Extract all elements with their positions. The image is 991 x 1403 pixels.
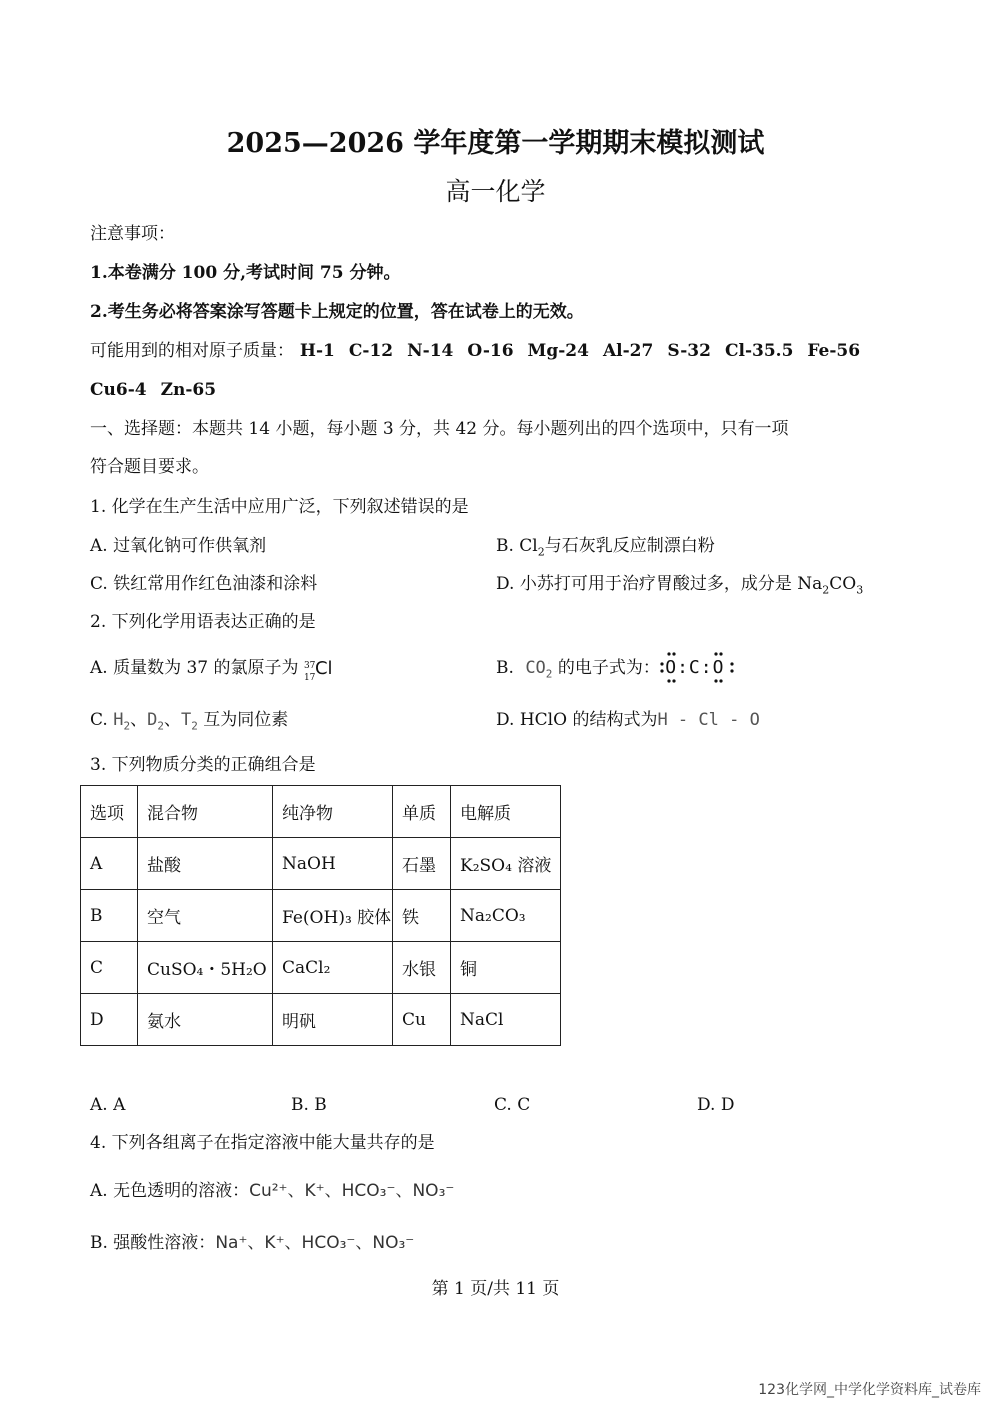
q4-option-b-ions: Na⁺、K⁺、HCO₃⁻、NO₃⁻ [215,1233,415,1253]
table-cell: Cu [393,994,451,1046]
table-cell: 盐酸 [138,838,273,890]
notice-item-2: 2.考生务必将答案涂写答题卡上规定的位置，答在试卷上的无效。 [90,302,584,322]
notice-item-1: 1.本卷满分 100 分,考试时间 75 分钟。 [90,263,401,283]
q3-option-a: A. A [90,1095,126,1115]
q3-option-b: B. B [291,1095,327,1115]
table-cell: CaCl₂ [273,942,393,994]
q2-option-b: B. $CO_2$ 的电子式为： O:C:O [496,657,724,685]
q1-stem: 1. 化学在生产生活中应用广泛，下列叙述错误的是 [90,497,469,517]
atom-mg: Mg-24 [527,341,589,361]
table-row [81,890,561,942]
table-header-cell: 单质 [393,786,451,838]
atomic-mass-line [90,340,874,362]
table-cell: 明矾 [273,994,393,1046]
q2-option-c: C. $H_2$、$D_2$、$T_2$ 互为同位素 [90,710,289,733]
table-cell: 铁 [393,890,451,942]
table-header-row [81,786,561,838]
page-footer: 第 1 页/共 11 页 [431,1279,560,1299]
table-row [81,994,561,1046]
table-cell: D [81,994,138,1046]
table-cell: Na₂CO₃ [451,890,561,942]
watermark: 123化学网_中学化学资料库_试卷库 [758,1382,981,1398]
q1-option-c: C. 铁红常用作红色油漆和涂料 [90,574,318,594]
atom-n: N-14 [407,341,454,361]
q4-option-a-ions: Cu²⁺、K⁺、HCO₃⁻、NO₃⁻ [249,1181,455,1201]
table-header-cell: 纯净物 [273,786,393,838]
atom-s: S-32 [667,341,711,361]
q1-option-b: B. $Cl_2$与石灰乳反应制漂白粉 [496,536,715,559]
table-cell: CuSO₄・5H₂O [138,942,273,994]
cl-isotope-symbol: 37 17 Cl [303,657,333,683]
exam-subtitle: 高一化学 [445,177,546,206]
q1-option-a: A. 过氧化钠可作供氧剂 [90,536,267,556]
atom-cl: Cl-35.5 [724,341,794,361]
table-cell: 空气 [138,890,273,942]
table-cell: 氨水 [138,994,273,1046]
table-cell: NaCl [451,994,561,1046]
table-cell: Fe(OH)₃ 胶体 [273,890,393,942]
q1-option-d: D. 小苏打可用于治疗胃酸过多，成分是 $Na_2CO_3$ [496,574,864,597]
atomic-mass-line-2 [90,379,230,401]
table-header-cell: 混合物 [138,786,273,838]
table-row [81,838,561,890]
co2-lewis-structure: O:C:O [665,657,724,679]
q4-option-a: A. 无色透明的溶液：Cu²⁺、K⁺、HCO₃⁻、NO₃⁻ [90,1181,455,1201]
q3-option-c: C. C [494,1095,531,1115]
q2-stem: 2. 下列化学用语表达正确的是 [90,612,316,632]
table-cell: B [81,890,138,942]
atomic-mass-label: 可能用到的相对原子质量： [90,341,294,361]
section-1-line-2: 符合题目要求。 [90,457,209,477]
table-header-cell: 电解质 [451,786,561,838]
q4-option-b: B. 强酸性溶液：Na⁺、K⁺、HCO₃⁻、NO₃⁻ [90,1233,415,1253]
q3-option-d: D. D [697,1095,735,1115]
table-cell: K₂SO₄ 溶液 [451,838,561,890]
lone-pair-dots [659,651,739,685]
table-cell: C [81,942,138,994]
table-cell: 铜 [451,942,561,994]
atom-o: O-16 [467,341,514,361]
atom-fe: Fe-56 [807,341,861,361]
atom-cu: Cu6-4 [90,380,147,400]
section-1-line-1: 一、选择题：本题共 14 小题，每小题 3 分，共 42 分。每小题列出的四个选项中，只有一项 [90,419,789,439]
table-cell: 水银 [393,942,451,994]
q3-stem: 3. 下列物质分类的正确组合是 [90,755,316,775]
atom-h: H-1 [299,341,335,361]
atom-c: C-12 [348,341,394,361]
exam-title: 2025—2026 学年度第一学期期末模拟测试 [226,128,765,159]
table-cell: NaOH [273,838,393,890]
notice-heading: 注意事项： [90,224,175,244]
q2-option-a: A. 质量数为 37 的氯原子为 37 17 Cl [90,657,340,680]
table-row [81,942,561,994]
table-header-cell: 选项 [81,786,138,838]
atom-zn: Zn-65 [160,380,217,400]
table-cell: A [81,838,138,890]
classification-table [80,785,561,1046]
table-cell: 石墨 [393,838,451,890]
q2-option-d: D. HClO 的结构式为H - Cl - O [496,710,760,730]
atom-al: Al-27 [602,341,654,361]
q4-stem: 4. 下列各组离子在指定溶液中能大量共存的是 [90,1133,435,1153]
